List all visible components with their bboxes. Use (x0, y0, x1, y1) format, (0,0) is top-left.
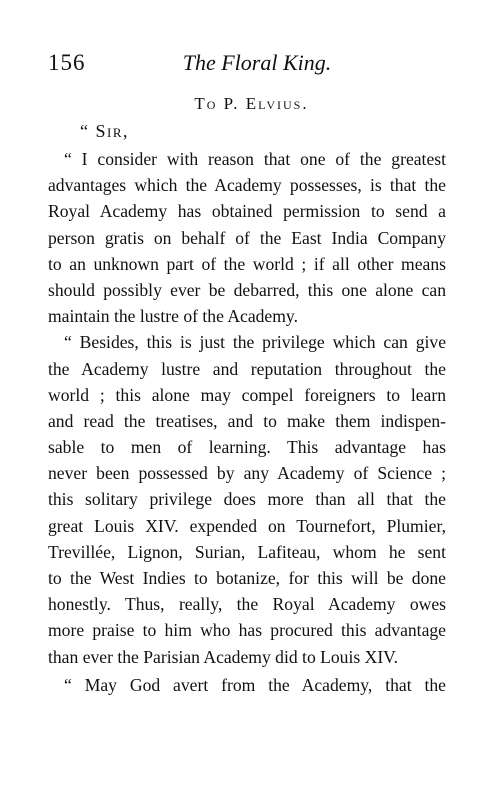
text-line: more praise to him who has procured this advantage (48, 620, 446, 641)
text-line: Royal Academy has obtained permission to send a (48, 201, 446, 222)
text-line: sable to men of learning. This advantage has (48, 437, 446, 458)
text-line: great Louis XIV. expended on Tournefort, Plumier, (48, 515, 446, 536)
letter-body (48, 146, 446, 698)
text-line: the Academy lustre and reputation throughout the (48, 358, 446, 379)
book-title: The Floral King. (182, 50, 332, 75)
letter-salutation: “ Sir, (80, 121, 129, 141)
paragraph-3 (48, 672, 446, 698)
text-line: “ I consider with reason that one of the greatest (64, 149, 446, 169)
text-line: to an unknown part of the world ; if all other means (48, 253, 446, 274)
text-line: never been possessed by any Academy of Science ; (48, 463, 446, 484)
paragraph-1 (48, 146, 446, 329)
text-line: world ; this alone may compel foreigners to learn (48, 384, 446, 405)
page-number: 156 (48, 50, 86, 75)
text-line: maintain the lustre of the Academy. (48, 306, 298, 327)
running-head (48, 50, 446, 80)
text-line: honestly. Thus, really, the Royal Academy owes (48, 594, 446, 615)
text-line: “ Besides, this is just the privilege which can give (64, 332, 446, 353)
text-line: Trevillée, Lignon, Surian, Lafiteau, whom he sent (48, 541, 446, 562)
text-line: to the West Indies to botanize, for this will be done (48, 568, 446, 588)
text-line: this solitary privilege does more than all that the (48, 489, 446, 510)
text-line: person gratis on behalf of the East India Company (48, 227, 446, 248)
text-line: than ever the Parisian Academy did to Louis XIV. (48, 646, 399, 667)
letter-heading: To P. Elvius. (194, 94, 309, 113)
text-line: and read the treatises, and to make them indispen- (48, 410, 446, 431)
text-line: should possibly ever be debarred, this one alone can (48, 279, 446, 300)
paragraph-2 (48, 329, 446, 669)
text-line: advantages which the Academy possesses, is that the (48, 175, 446, 196)
text-line: “ May God avert from the Academy, that the (64, 674, 446, 695)
